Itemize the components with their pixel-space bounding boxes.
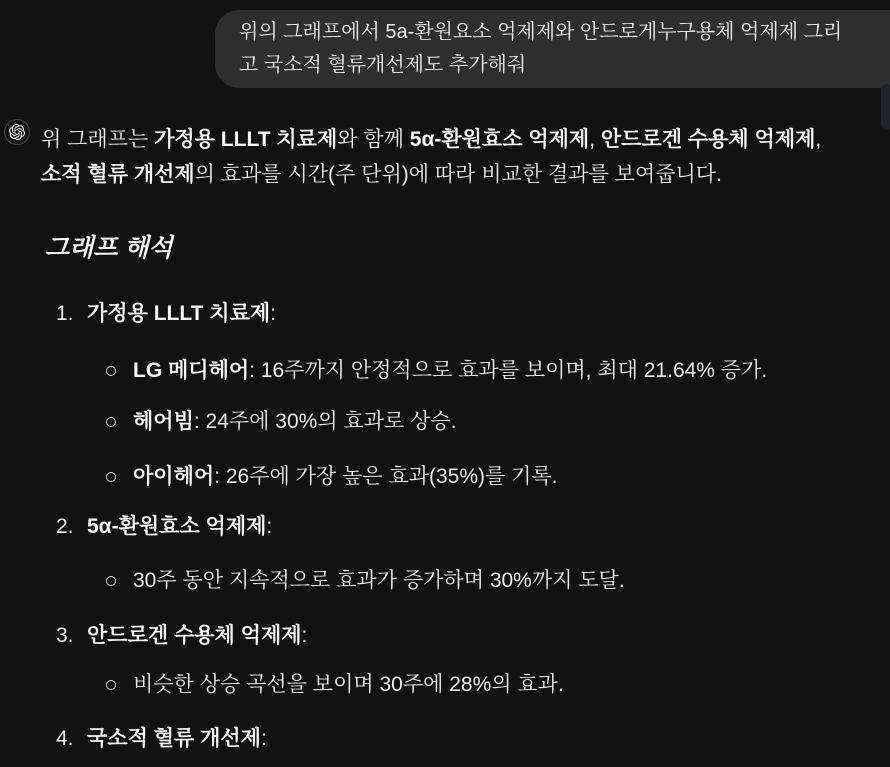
list-subitem: LG 메디헤어: 16주까지 안정적으로 효과를 보이며, 최대 21.64% 증가. [0,357,767,385]
circle-outline-icon [106,472,116,482]
intro-line-2: 소적 혈류 개선제의 효과를 시간(주 단위)에 따라 비교한 결과를 보여줍니다. [41,163,722,186]
intro-line-1: 위 그래프는 가정용 LLLT 치료제와 함께 5α-환원효소 억제제, 안드로겐 수용체 억제제, [41,128,822,151]
circle-outline-icon [106,680,116,690]
list-subitem: 헤어빔: 24주에 30%의 효과로 상승. [0,408,457,436]
assistant-avatar [4,119,30,145]
list-number: 2. [56,515,74,538]
section-heading: 그래프 해석 [45,234,173,262]
user-message-line-1: 위의 그래프에서 5a-환원요소 억제제와 안드로게누구용체 억제제 그리 [239,21,843,43]
list-number: 3. [56,624,74,647]
list-item-2: 2. 5α-환원효소 억제제: [0,513,272,541]
user-message-line-2: 고 국소적 혈류개선제도 추가해줘 [239,54,527,76]
list-item-4: 4. 국소적 혈류 개선제: [0,725,267,753]
list-item-3: 3. 안드로겐 수용체 억제제: [0,622,307,650]
openai-logo-icon [9,124,25,140]
list-subitem: 비슷한 상승 곡선을 보이며 30주에 28%의 효과. [0,671,564,699]
list-item-1: 1. 가정용 LLLT 치료제: [0,300,276,328]
list-number: 1. [56,302,74,325]
list-number: 4. [56,727,74,750]
list-subitem: 30주 동안 지속적으로 효과가 증가하며 30%까지 도달. [0,567,625,595]
assistant-intro-paragraph [41,122,890,192]
circle-outline-icon [106,366,116,376]
circle-outline-icon [106,417,116,427]
user-message-bubble [215,10,890,88]
list-subitem: 아이헤어: 26주에 가장 높은 효과(35%)를 기록. [0,463,558,491]
circle-outline-icon [106,576,116,586]
